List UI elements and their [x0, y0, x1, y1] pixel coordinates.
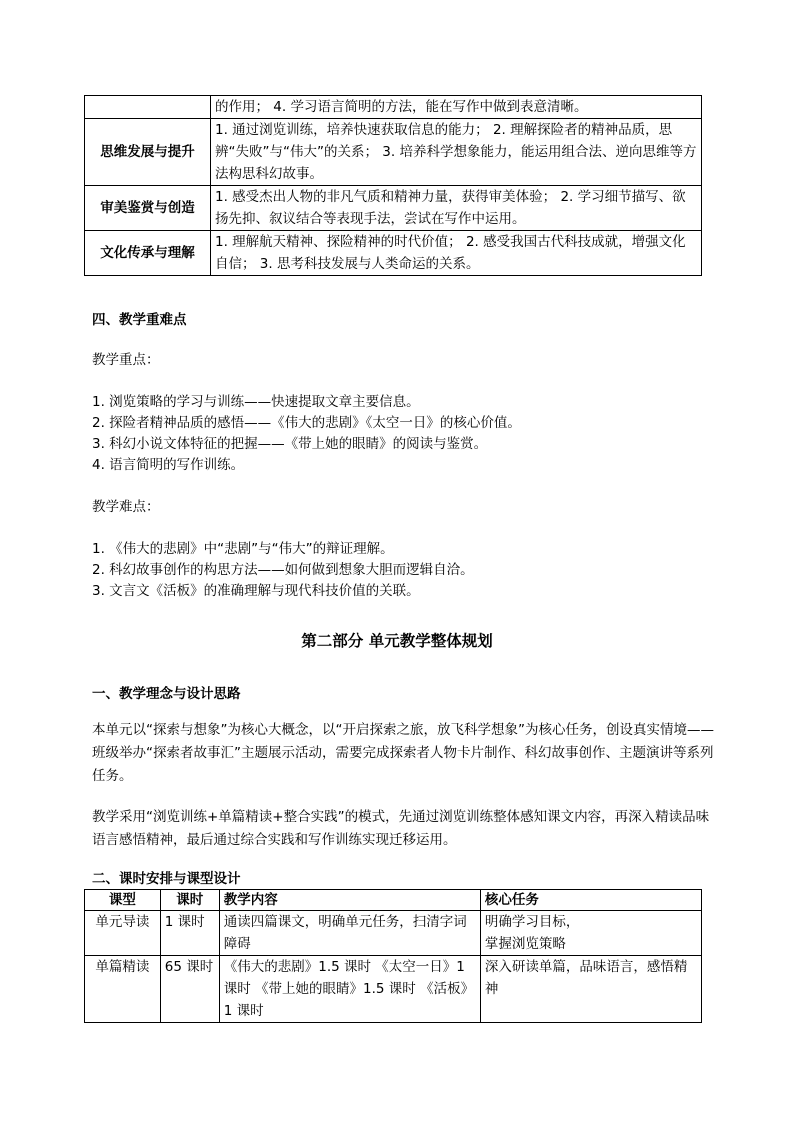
- goal-text-cell: 1. 感受杰出人物的非凡气质和精神力量，获得审美体验； 2. 学习细节描写、欲扬先抑、叙议结合等表现手法，尝试在写作中运用。: [211, 186, 702, 231]
- key-points-label: 教学重点：: [92, 352, 160, 368]
- table-header-row: [85, 890, 702, 911]
- category-cell: 文化传承与理解: [85, 231, 211, 276]
- section-heading: 一、教学理念与设计思路: [92, 686, 241, 702]
- category-cell: 思维发展与提升: [85, 119, 211, 186]
- category-cell: [85, 96, 211, 119]
- list-item: 3. 科幻小说文体特征的把握——《带上她的眼睛》的阅读与鉴赏。: [92, 436, 488, 452]
- table-row: [85, 186, 702, 231]
- paragraph: 本单元以“探索与想象”为核心大概念，以“开启探索之旅，放飞科学想象”为核心任务，创设真实情境——班级举办“探索者故事汇”主题展示活动，需要完成探索者人物卡片制作、科幻故事创作、主题演讲等系列任务。: [92, 722, 714, 784]
- table-row: [85, 956, 702, 1023]
- table-row: [85, 231, 702, 276]
- list-item: 2. 科幻故事创作的构思方法——如何做到想象大胆而逻辑自洽。: [92, 562, 474, 578]
- lesson-content-cell: 《伟大的悲剧》1.5 课时 《太空一日》1 课时 《带上她的眼睛》1.5 课时 《活板》1 课时: [219, 956, 480, 1023]
- list-item: 1. 浏览策略的学习与训练——快速提取文章主要信息。: [92, 394, 420, 410]
- column-header: 课时: [160, 890, 219, 911]
- difficult-points-label: 教学难点：: [92, 499, 160, 515]
- list-item: 4. 语言简明的写作训练。: [92, 457, 245, 473]
- table-row: [85, 119, 702, 186]
- category-cell: 审美鉴赏与创造: [85, 186, 211, 231]
- section-heading: 四、教学重难点: [92, 312, 187, 328]
- section-heading: 二、课时安排与课型设计: [92, 871, 241, 887]
- list-item: 3. 文言文《活板》的准确理解与现代科技价值的关联。: [92, 583, 420, 599]
- column-header: 课型: [85, 890, 161, 911]
- column-header: 教学内容: [219, 890, 480, 911]
- goal-text-cell: 1. 通过浏览训练，培养快速获取信息的能力； 2. 理解探险者的精神品质，思辨“失败”与“伟大”的关系； 3. 培养科学想象能力，能运用组合法、逆向思维等方法构思科幻故事。: [211, 119, 702, 186]
- lesson-content-cell: 通读四篇课文，明确单元任务，扫清字词障碍: [219, 911, 480, 956]
- lesson-task-cell: 明确学习目标， 掌握浏览策略: [480, 911, 701, 956]
- goal-text-cell: 1. 理解航天精神、探险精神的时代价值； 2. 感受我国古代科技成就，增强文化自信； 3. 思考科技发展与人类命运的关系。: [211, 231, 702, 276]
- part-title: 第二部分 单元教学整体规划: [301, 632, 493, 650]
- list-item: 1. 《伟大的悲剧》中“悲剧”与“伟大”的辩证理解。: [92, 541, 394, 557]
- lesson-hours-cell: 1 课时: [160, 911, 219, 956]
- schedule-table: [84, 889, 702, 1023]
- lesson-type-cell: 单篇精读: [85, 956, 161, 1023]
- lesson-type-cell: 单元导读: [85, 911, 161, 956]
- lesson-hours-cell: 65 课时: [160, 956, 219, 1023]
- goal-text-cell: 的作用； 4. 学习语言简明的方法，能在写作中做到表意清晰。: [211, 96, 702, 119]
- lesson-task-cell: 深入研读单篇，品味语言，感悟精神: [480, 956, 701, 1023]
- column-header: 核心任务: [480, 890, 701, 911]
- goals-table: [84, 95, 702, 276]
- list-item: 2. 探险者精神品质的感悟——《伟大的悲剧》《太空一日》的核心价值。: [92, 415, 521, 431]
- paragraph: 教学采用“浏览训练+单篇精读+整合实践”的模式，先通过浏览训练整体感知课文内容，再深入精读品味语言感悟精神，最后通过综合实践和写作训练实现迁移运用。: [92, 809, 710, 848]
- table-row: [85, 911, 702, 956]
- table-row: [85, 96, 702, 119]
